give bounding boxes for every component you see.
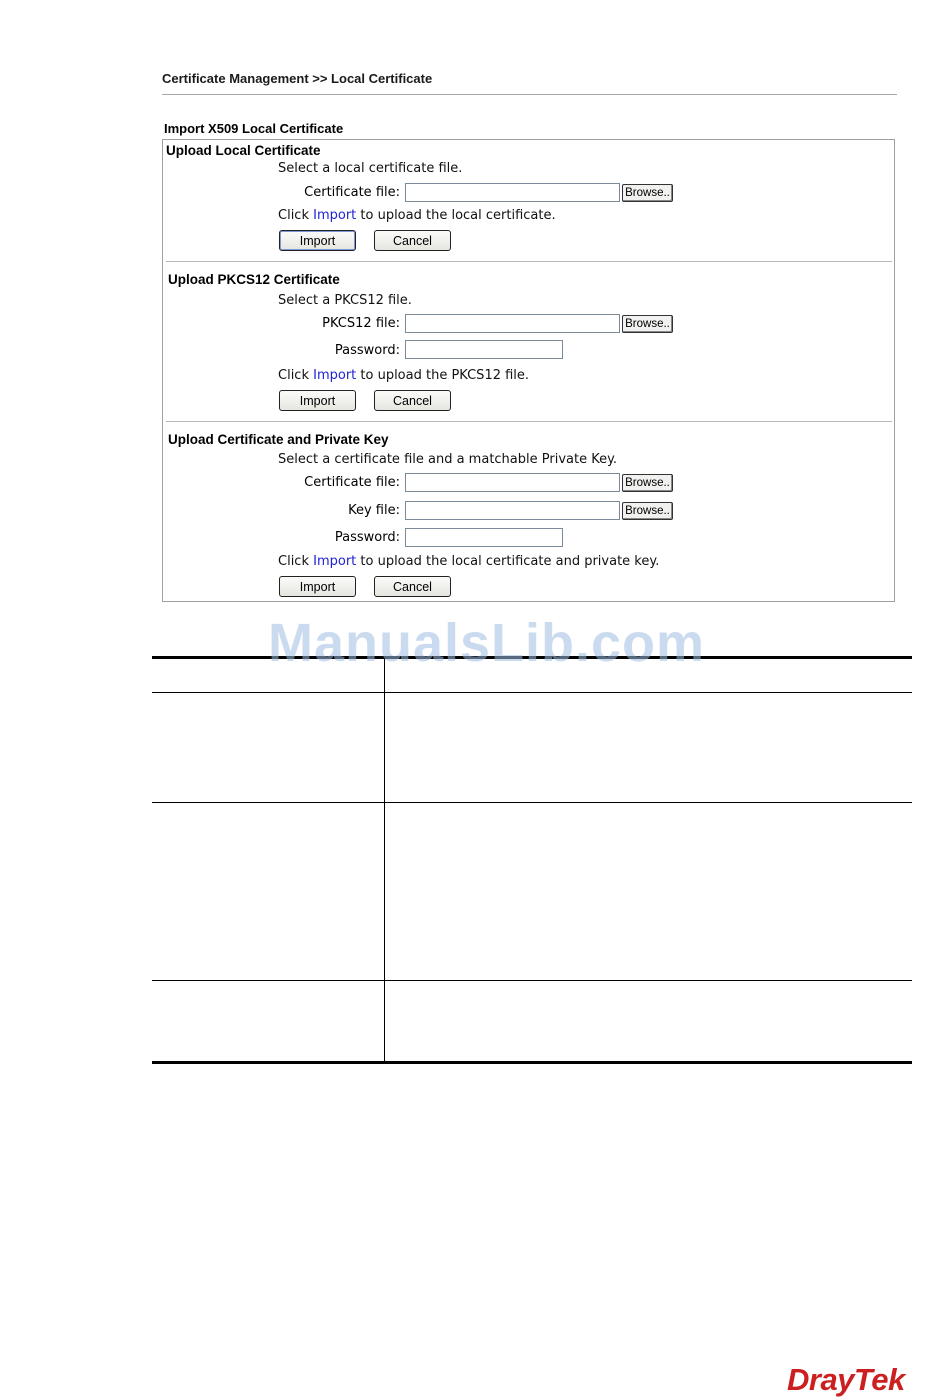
certkey-key-file-input[interactable] — [405, 501, 620, 520]
certkey-key-label: Key file: — [348, 503, 400, 518]
local-import-button[interactable]: Import — [279, 230, 356, 251]
import-link: Import — [313, 554, 357, 569]
hint-prefix: Click — [278, 554, 314, 569]
certkey-cert-file-input[interactable] — [405, 473, 620, 492]
section-divider — [166, 261, 892, 262]
pkcs12-password-label: Password: — [334, 343, 400, 358]
hint-suffix: to upload the local certificate. — [356, 208, 556, 223]
certkey-key-browse-button[interactable]: Browse.. — [622, 502, 673, 520]
section-title-pkcs12: Upload PKCS12 Certificate — [168, 272, 340, 287]
table-bottom-rule — [152, 1061, 912, 1064]
pkcs12-browse-button[interactable]: Browse.. — [622, 315, 673, 333]
section-title-certkey: Upload Certificate and Private Key — [168, 432, 389, 447]
pkcs12-password-input[interactable] — [405, 340, 563, 359]
section-title-local: Upload Local Certificate — [166, 143, 321, 158]
table-column-divider — [384, 658, 385, 1062]
table-row-rule — [152, 802, 912, 803]
local-cert-file-input[interactable] — [405, 183, 620, 202]
panel-title: Import X509 Local Certificate — [164, 121, 344, 136]
local-cancel-button[interactable]: Cancel — [374, 230, 451, 251]
pkcs12-cancel-button[interactable]: Cancel — [374, 390, 451, 411]
draytek-logo: DrayTek — [787, 1362, 905, 1397]
pkcs12-import-button[interactable]: Import — [279, 390, 356, 411]
local-instruction: Select a local certificate file. — [278, 161, 463, 176]
hint-suffix: to upload the PKCS12 file. — [356, 368, 530, 383]
section-divider — [166, 421, 892, 422]
pkcs12-file-input[interactable] — [405, 314, 620, 333]
certkey-import-button[interactable]: Import — [279, 576, 356, 597]
pkcs12-click-hint — [278, 368, 529, 383]
table-header-rule — [152, 692, 912, 693]
breadcrumb-divider — [162, 94, 897, 95]
certkey-cancel-button[interactable]: Cancel — [374, 576, 451, 597]
table-row-rule — [152, 980, 912, 981]
import-link: Import — [313, 368, 357, 383]
import-link: Import — [313, 208, 357, 223]
certkey-password-label: Password: — [334, 530, 400, 545]
breadcrumb: Certificate Management >> Local Certificate — [162, 71, 433, 86]
local-cert-browse-button[interactable]: Browse.. — [622, 184, 673, 202]
pkcs12-file-label: PKCS12 file: — [322, 316, 400, 331]
certkey-cert-label: Certificate file: — [304, 475, 400, 490]
watermark: ManualsLib.com — [268, 613, 706, 673]
pkcs12-instruction: Select a PKCS12 file. — [278, 293, 412, 308]
certkey-instruction: Select a certificate file and a matchable Private Key. — [278, 452, 618, 467]
hint-prefix: Click — [278, 208, 314, 223]
local-click-hint — [278, 208, 556, 223]
hint-suffix: to upload the local certificate and private key. — [356, 554, 660, 569]
certkey-cert-browse-button[interactable]: Browse.. — [622, 474, 673, 492]
hint-prefix: Click — [278, 368, 314, 383]
certkey-password-input[interactable] — [405, 528, 563, 547]
certkey-click-hint — [278, 554, 659, 569]
local-cert-label: Certificate file: — [304, 185, 400, 200]
